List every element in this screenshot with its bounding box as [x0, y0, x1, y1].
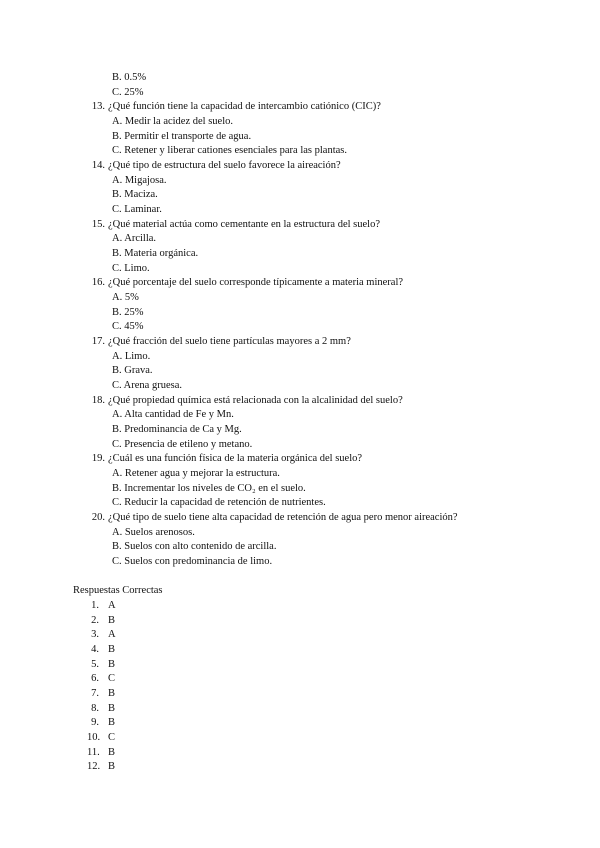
- option-text: B. Suelos con alto contenido de arcilla.: [112, 541, 277, 552]
- answer-value: B: [108, 688, 116, 699]
- answer-value: A: [108, 600, 116, 611]
- answer-value: A: [108, 629, 116, 640]
- option-text: C. Suelos con predominancia de limo.: [112, 556, 273, 567]
- option-text: C. Presencia de etileno y metano.: [112, 439, 253, 450]
- answer-number: 6.: [91, 673, 99, 684]
- question-number: 15.: [91, 219, 105, 230]
- option-text: A. Limo.: [112, 351, 151, 362]
- option-text: B. Incrementar los niveles de CO₂ en el suelo.: [112, 483, 306, 494]
- option-text: B. Maciza.: [112, 189, 158, 200]
- option-text: C. Laminar.: [112, 204, 162, 215]
- answer-number: 12.: [87, 761, 101, 772]
- answer-value: B: [108, 644, 116, 655]
- question-text: ¿Qué función tiene la capacidad de intercambio catiónico (CIC)?: [108, 101, 381, 112]
- option-text: B. Permitir el transporte de agua.: [112, 131, 252, 142]
- option-text: A. Alta cantidad de Fe y Mn.: [112, 409, 234, 420]
- question-text: ¿Qué tipo de suelo tiene alta capacidad de retención de agua pero menor aireación?: [108, 512, 458, 523]
- answer-number: 9.: [91, 717, 99, 728]
- option-text: A. Suelos arenosos.: [112, 527, 195, 538]
- option-text: A. Medir la acidez del suelo.: [112, 116, 233, 127]
- answer-value: B: [108, 703, 116, 714]
- answer-number: 2.: [91, 615, 99, 626]
- answer-number: 10.: [87, 732, 101, 743]
- question-text: ¿Cuál es una función física de la materia orgánica del suelo?: [108, 453, 363, 464]
- answer-value: B: [108, 615, 116, 626]
- answer-number: 5.: [91, 659, 99, 670]
- option-text: C. 25%: [112, 87, 144, 98]
- question-number: 14.: [91, 160, 105, 171]
- question-number: 16.: [91, 277, 105, 288]
- option-text: B. Materia orgánica.: [112, 248, 199, 259]
- answer-number: 7.: [91, 688, 99, 699]
- option-text: C. Retener y liberar cationes esenciales para las plantas.: [112, 145, 347, 156]
- question-number: 17.: [91, 336, 105, 347]
- option-text: B. 25%: [112, 307, 144, 318]
- option-text: B. Grava.: [112, 365, 153, 376]
- question-number: 20.: [91, 512, 105, 523]
- option-text: C. 45%: [112, 321, 144, 332]
- answer-number: 11.: [87, 747, 100, 758]
- answer-number: 3.: [91, 629, 99, 640]
- option-text: A. Migajosa.: [112, 175, 167, 186]
- answer-number: 4.: [91, 644, 99, 655]
- option-text: A. 5%: [112, 292, 139, 303]
- answer-value: C: [108, 732, 116, 743]
- option-text: A. Retener agua y mejorar la estructura.: [112, 468, 280, 479]
- question-number: 13.: [91, 101, 105, 112]
- answer-number: 1.: [91, 600, 99, 611]
- question-text: ¿Qué fracción del suelo tiene partículas mayores a 2 mm?: [108, 336, 351, 347]
- option-text: B. 0.5%: [112, 72, 147, 83]
- question-text: ¿Qué tipo de estructura del suelo favorece la aireación?: [108, 160, 341, 171]
- question-number: 18.: [91, 395, 105, 406]
- answer-number: 8.: [91, 703, 99, 714]
- option-text: B. Predominancia de Ca y Mg.: [112, 424, 242, 435]
- answers-heading: Respuestas Correctas: [73, 585, 163, 596]
- option-text: A. Arcilla.: [112, 233, 157, 244]
- question-text: ¿Qué propiedad química está relacionada con la alcalinidad del suelo?: [108, 395, 403, 406]
- option-text: C. Limo.: [112, 263, 150, 274]
- answer-value: B: [108, 747, 116, 758]
- answer-value: B: [108, 659, 116, 670]
- question-number: 19.: [91, 453, 105, 464]
- option-text: C. Arena gruesa.: [112, 380, 182, 391]
- question-text: ¿Qué material actúa como cementante en la estructura del suelo?: [108, 219, 380, 230]
- question-text: ¿Qué porcentaje del suelo corresponde típicamente a materia mineral?: [108, 277, 404, 288]
- answer-value: B: [108, 717, 116, 728]
- option-text: C. Reducir la capacidad de retención de nutrientes.: [112, 497, 326, 508]
- answer-value: C: [108, 673, 116, 684]
- answer-value: B: [108, 761, 116, 772]
